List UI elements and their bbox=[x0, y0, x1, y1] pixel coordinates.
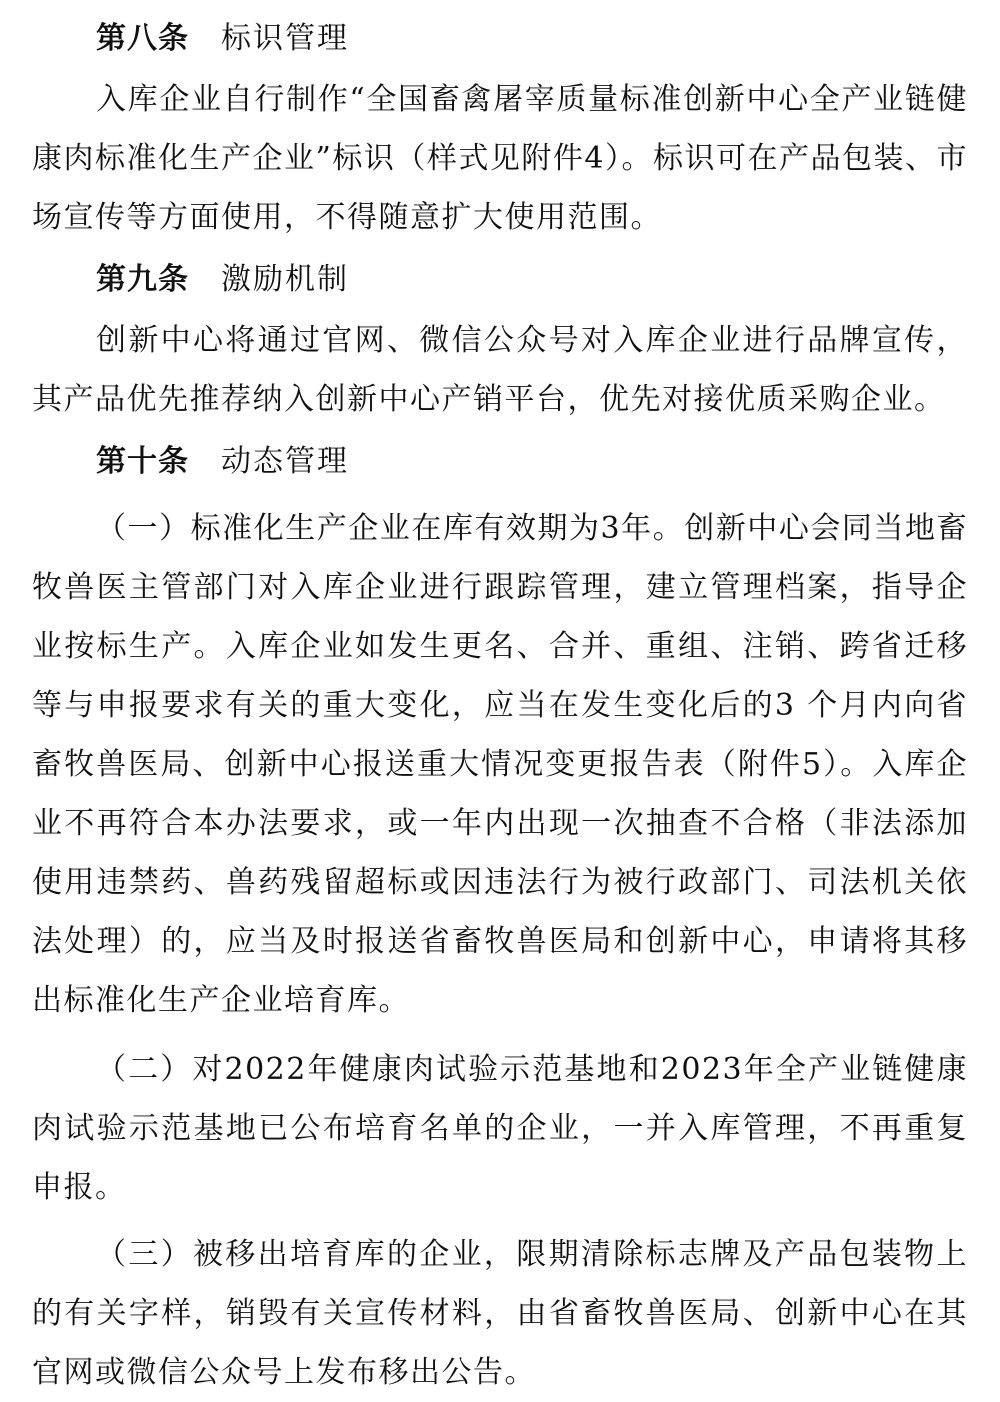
article-10-paragraph-3: （三）被移出培育库的企业，限期清除标志牌及产品包装物上的有关字样，销毁有关宣传材料，由省畜牧兽医局、创新中心在其官网或微信公众号上发布移出公告。 bbox=[32, 1237, 968, 1390]
article-9-number: 第九条 bbox=[96, 262, 189, 297]
article-10-paragraph-1: （一）标准化生产企业在库有效期为3年。创新中心会同当地畜牧兽医主管部门对入库企业进行跟踪管理，建立管理档案，指导企业按标生产。入库企业如发生更名、合并、重组、注销、跨省迁移等与申报要求有关的重大变化，应当在发生变化后的3 个月内向省畜牧兽医局、创新中心报送重大情况变更报告表（附件5）。入库企业不再符合本办法要求，或一年内出现一次抽查不合格（非法添加使用违禁药、兽药残留超标或因违法行为被行政部门、司法机关依法处理）的，应当及时报送省畜牧兽医局和创新中心，申请将其移出标准化生产企业培育库。 bbox=[32, 511, 968, 1018]
article-8-title: 标识管理 bbox=[221, 21, 349, 56]
article-8-number: 第八条 bbox=[96, 21, 189, 56]
article-10-paragraph-2: （二）对2022年健康肉试验示范基地和2023年全产业链健康肉试验示范基地已公布培育名单的企业，一并入库管理，不再重复申报。 bbox=[32, 1052, 968, 1205]
document-page bbox=[32, 14, 968, 1402]
article-9-paragraph: 创新中心将通过官网、微信公众号对入库企业进行品牌宣传，其产品优先推荐纳入创新中心产销平台，优先对接优质采购企业。 bbox=[32, 323, 968, 417]
article-8-paragraph: 入库企业自行制作“全国畜禽屠宰质量标准创新中心全产业链健康肉标准化生产企业”标识（样式见附件4）。标识可在产品包装、市场宣传等方面使用，不得随意扩大使用范围。 bbox=[32, 82, 968, 235]
article-9-title: 激励机制 bbox=[221, 262, 349, 297]
article-9-heading bbox=[32, 255, 968, 305]
article-10-heading bbox=[32, 437, 968, 487]
article-8-heading bbox=[32, 14, 968, 64]
article-10-title: 动态管理 bbox=[221, 444, 349, 479]
article-10-number: 第十条 bbox=[96, 444, 189, 479]
